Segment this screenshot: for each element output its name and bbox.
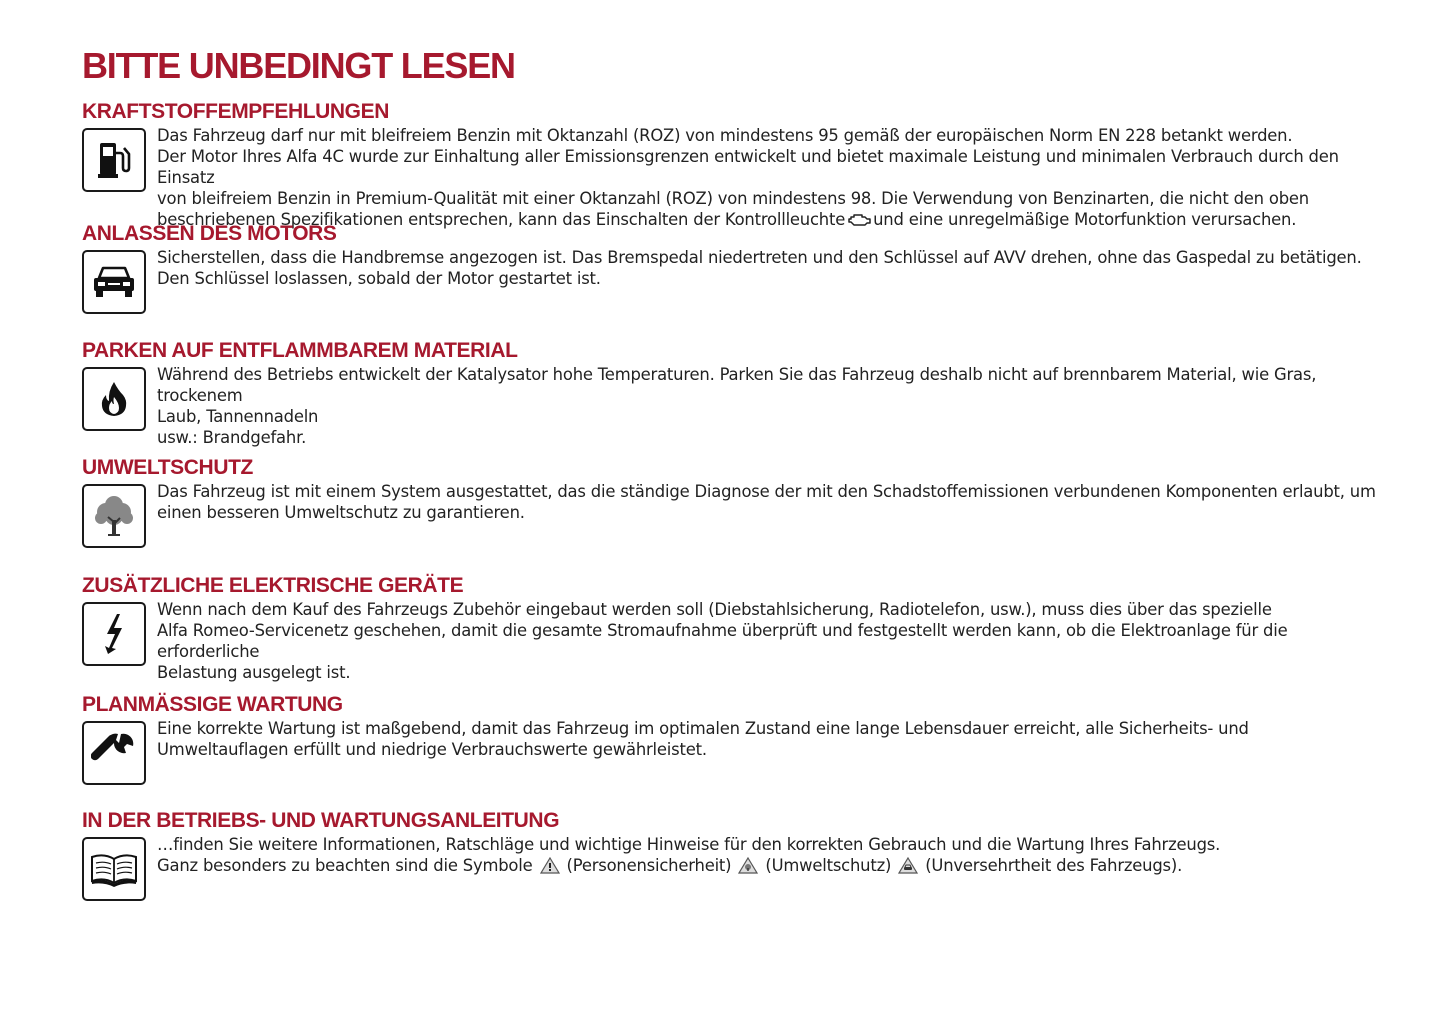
section-heading: IN DER BETRIEBS- UND WARTUNGSANLEITUNG bbox=[82, 809, 560, 832]
symbol-label: (Umweltschutz) bbox=[765, 856, 892, 875]
paragraph-line: Laub, Tannennadeln bbox=[157, 407, 319, 426]
warning-vehicle-icon bbox=[898, 857, 918, 879]
section-heading: ANLASSEN DES MOTORS bbox=[82, 222, 337, 245]
car-icon bbox=[82, 250, 146, 314]
paragraph-line: usw.: Brandgefahr. bbox=[157, 428, 307, 447]
section-environment bbox=[82, 455, 1382, 523]
paragraph-line: Belastung ausgelegt ist. bbox=[157, 663, 351, 682]
symbol-label: (Unversehrtheit des Fahrzeugs). bbox=[925, 856, 1183, 875]
paragraph-line: Wenn nach dem Kauf des Fahrzeugs Zubehör eingebaut werden soll (Diebstahlsicherung, Radiotelefon, usw.), muss dies über das spezielle bbox=[157, 600, 1272, 619]
paragraph-line: Das Fahrzeug ist mit einem System ausgestattet, das die ständige Diagnose der mit den Schadstoffemissionen verbundenen Komponenten erlaubt, um bbox=[157, 482, 1376, 501]
section-electrical bbox=[82, 573, 1382, 683]
symbol-label: (Personensicherheit) bbox=[566, 856, 732, 875]
flame-icon bbox=[82, 367, 146, 431]
paragraph-line: Sicherstellen, dass die Handbremse angezogen ist. Das Bremspedal niedertreten und den Schlüssel auf AVV drehen, ohne das Gaspedal zu betätigen. bbox=[157, 248, 1362, 267]
paragraph-line: Der Motor Ihres Alfa 4C wurde zur Einhaltung aller Emissionsgrenzen entwickelt und bietet maximale Leistung und minimalen Verbrauch durch den Einsatz bbox=[157, 147, 1339, 187]
text-fragment: beschriebenen Spezifikationen entsprechen, kann das Einschalten der Kontrollleuchte bbox=[157, 210, 846, 229]
paragraph-line: einen besseren Umweltschutz zu garantieren. bbox=[157, 503, 525, 522]
paragraph-line bbox=[157, 855, 1382, 879]
tree-icon bbox=[82, 484, 146, 548]
section-heading: PARKEN AUF ENTFLAMMBAREM MATERIAL bbox=[82, 339, 518, 362]
paragraph-line: Den Schlüssel loslassen, sobald der Motor gestartet ist. bbox=[157, 269, 601, 288]
section-heading: UMWELTSCHUTZ bbox=[82, 456, 253, 479]
page-title: BITTE UNBEDINGT LESEN bbox=[82, 45, 515, 86]
paragraph-line: Eine korrekte Wartung ist maßgebend, damit das Fahrzeug im optimalen Zustand eine lange Lebensdauer erreicht, alle Sicherheits- und bbox=[157, 719, 1249, 738]
warning-environment-icon bbox=[738, 857, 758, 879]
lightning-icon bbox=[82, 602, 146, 666]
section-heading: ZUSÄTZLICHE ELEKTRISCHE GERÄTE bbox=[82, 574, 464, 597]
section-heading: PLANMÄSSIGE WARTUNG bbox=[82, 693, 343, 716]
wrench-icon bbox=[82, 721, 146, 785]
paragraph-line: Alfa Romeo-Servicenetz geschehen, damit die gesamte Stromaufnahme überprüft und festgestellt werden kann, ob die Elektroanlage für die erforderliche bbox=[157, 621, 1288, 661]
paragraph-line: Umweltauflagen erfüllt und niedrige Verbrauchswerte gewährleistet. bbox=[157, 740, 707, 759]
paragraph-line: …finden Sie weitere Informationen, Ratschläge und wichtige Hinweise für den korrekten Gebrauch und die Wartung Ihres Fahrzeugs. bbox=[157, 835, 1221, 854]
warning-person-icon bbox=[540, 857, 560, 879]
text-fragment: und eine unregelmäßige Motorfunktion verursachen. bbox=[873, 210, 1297, 229]
section-manual bbox=[82, 808, 1382, 879]
paragraph-line: von bleifreiem Benzin in Premium-Qualität mit einer Oktanzahl (ROZ) von mindestens 98. Die Verwendung von Benzinarten, die nicht den oben bbox=[157, 189, 1309, 208]
fuel-pump-icon bbox=[82, 128, 146, 192]
section-heading: KRAFTSTOFFEMPFEHLUNGEN bbox=[82, 100, 389, 123]
book-icon bbox=[82, 837, 146, 901]
section-engine-start bbox=[82, 221, 1382, 289]
paragraph-line: Während des Betriebs entwickelt der Katalysator hohe Temperaturen. Parken Sie das Fahrzeug deshalb nicht auf brennbarem Material, wie Gras, trockenem bbox=[157, 365, 1317, 405]
paragraph-line: Das Fahrzeug darf nur mit bleifreiem Benzin mit Oktanzahl (ROZ) von mindestens 95 gemäß der europäischen Norm EN 228 betankt werden. bbox=[157, 126, 1293, 145]
text-fragment: Ganz besonders zu beachten sind die Symbole bbox=[157, 856, 533, 875]
section-fuel bbox=[82, 99, 1382, 233]
section-maintenance bbox=[82, 692, 1382, 760]
section-parking bbox=[82, 338, 1382, 448]
